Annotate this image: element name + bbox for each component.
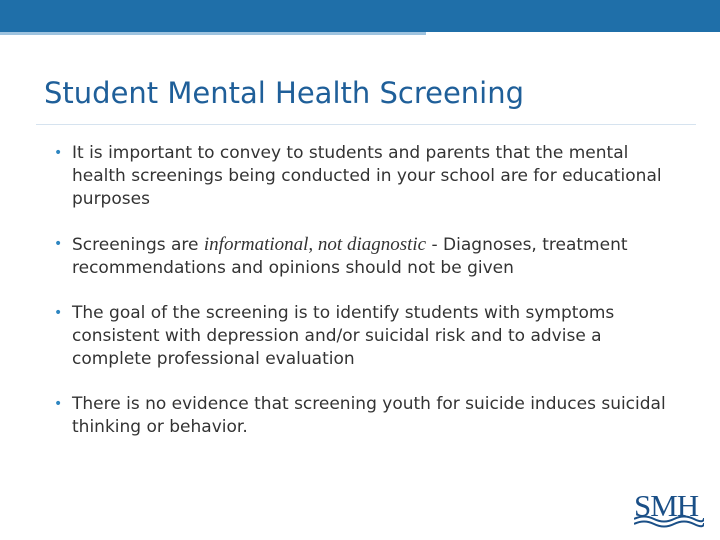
bullet-text-before: Screenings are [72,235,204,255]
slide-title: Student Mental Health Screening [44,76,525,110]
bullet-list [52,142,682,461]
bullet-text-after: - Diagnoses, treatment recommendations and opinions should not be given [72,235,628,278]
bullet-text: It is important to convey to students and parents that the mental health screenings being conducted in your school are for educational purposes [72,143,662,209]
bullet-marker-icon: • [54,305,63,321]
bullet-item [52,142,682,211]
bullet-marker-icon: • [54,145,63,161]
bullet-marker-icon: • [54,396,63,412]
bullet-item [52,393,682,439]
logo-wave-icon [634,513,704,529]
bullet-item [52,302,682,371]
header-accent-bar [0,32,426,35]
bullet-item [52,233,682,280]
bullet-emphasis: informational, not diagnostic [203,234,427,255]
logo-text: SMH [634,488,699,523]
bullet-text: There is no evidence that screening youth for suicide induces suicidal thinking or behavior. [72,394,666,437]
smh-logo [634,489,704,529]
title-divider [36,124,696,125]
bullet-text: The goal of the screening is to identify students with symptoms consistent with depression and/or suicidal risk and to advise a complete professional evaluation [72,303,615,369]
header-bar [0,0,720,32]
bullet-marker-icon: • [54,236,63,252]
